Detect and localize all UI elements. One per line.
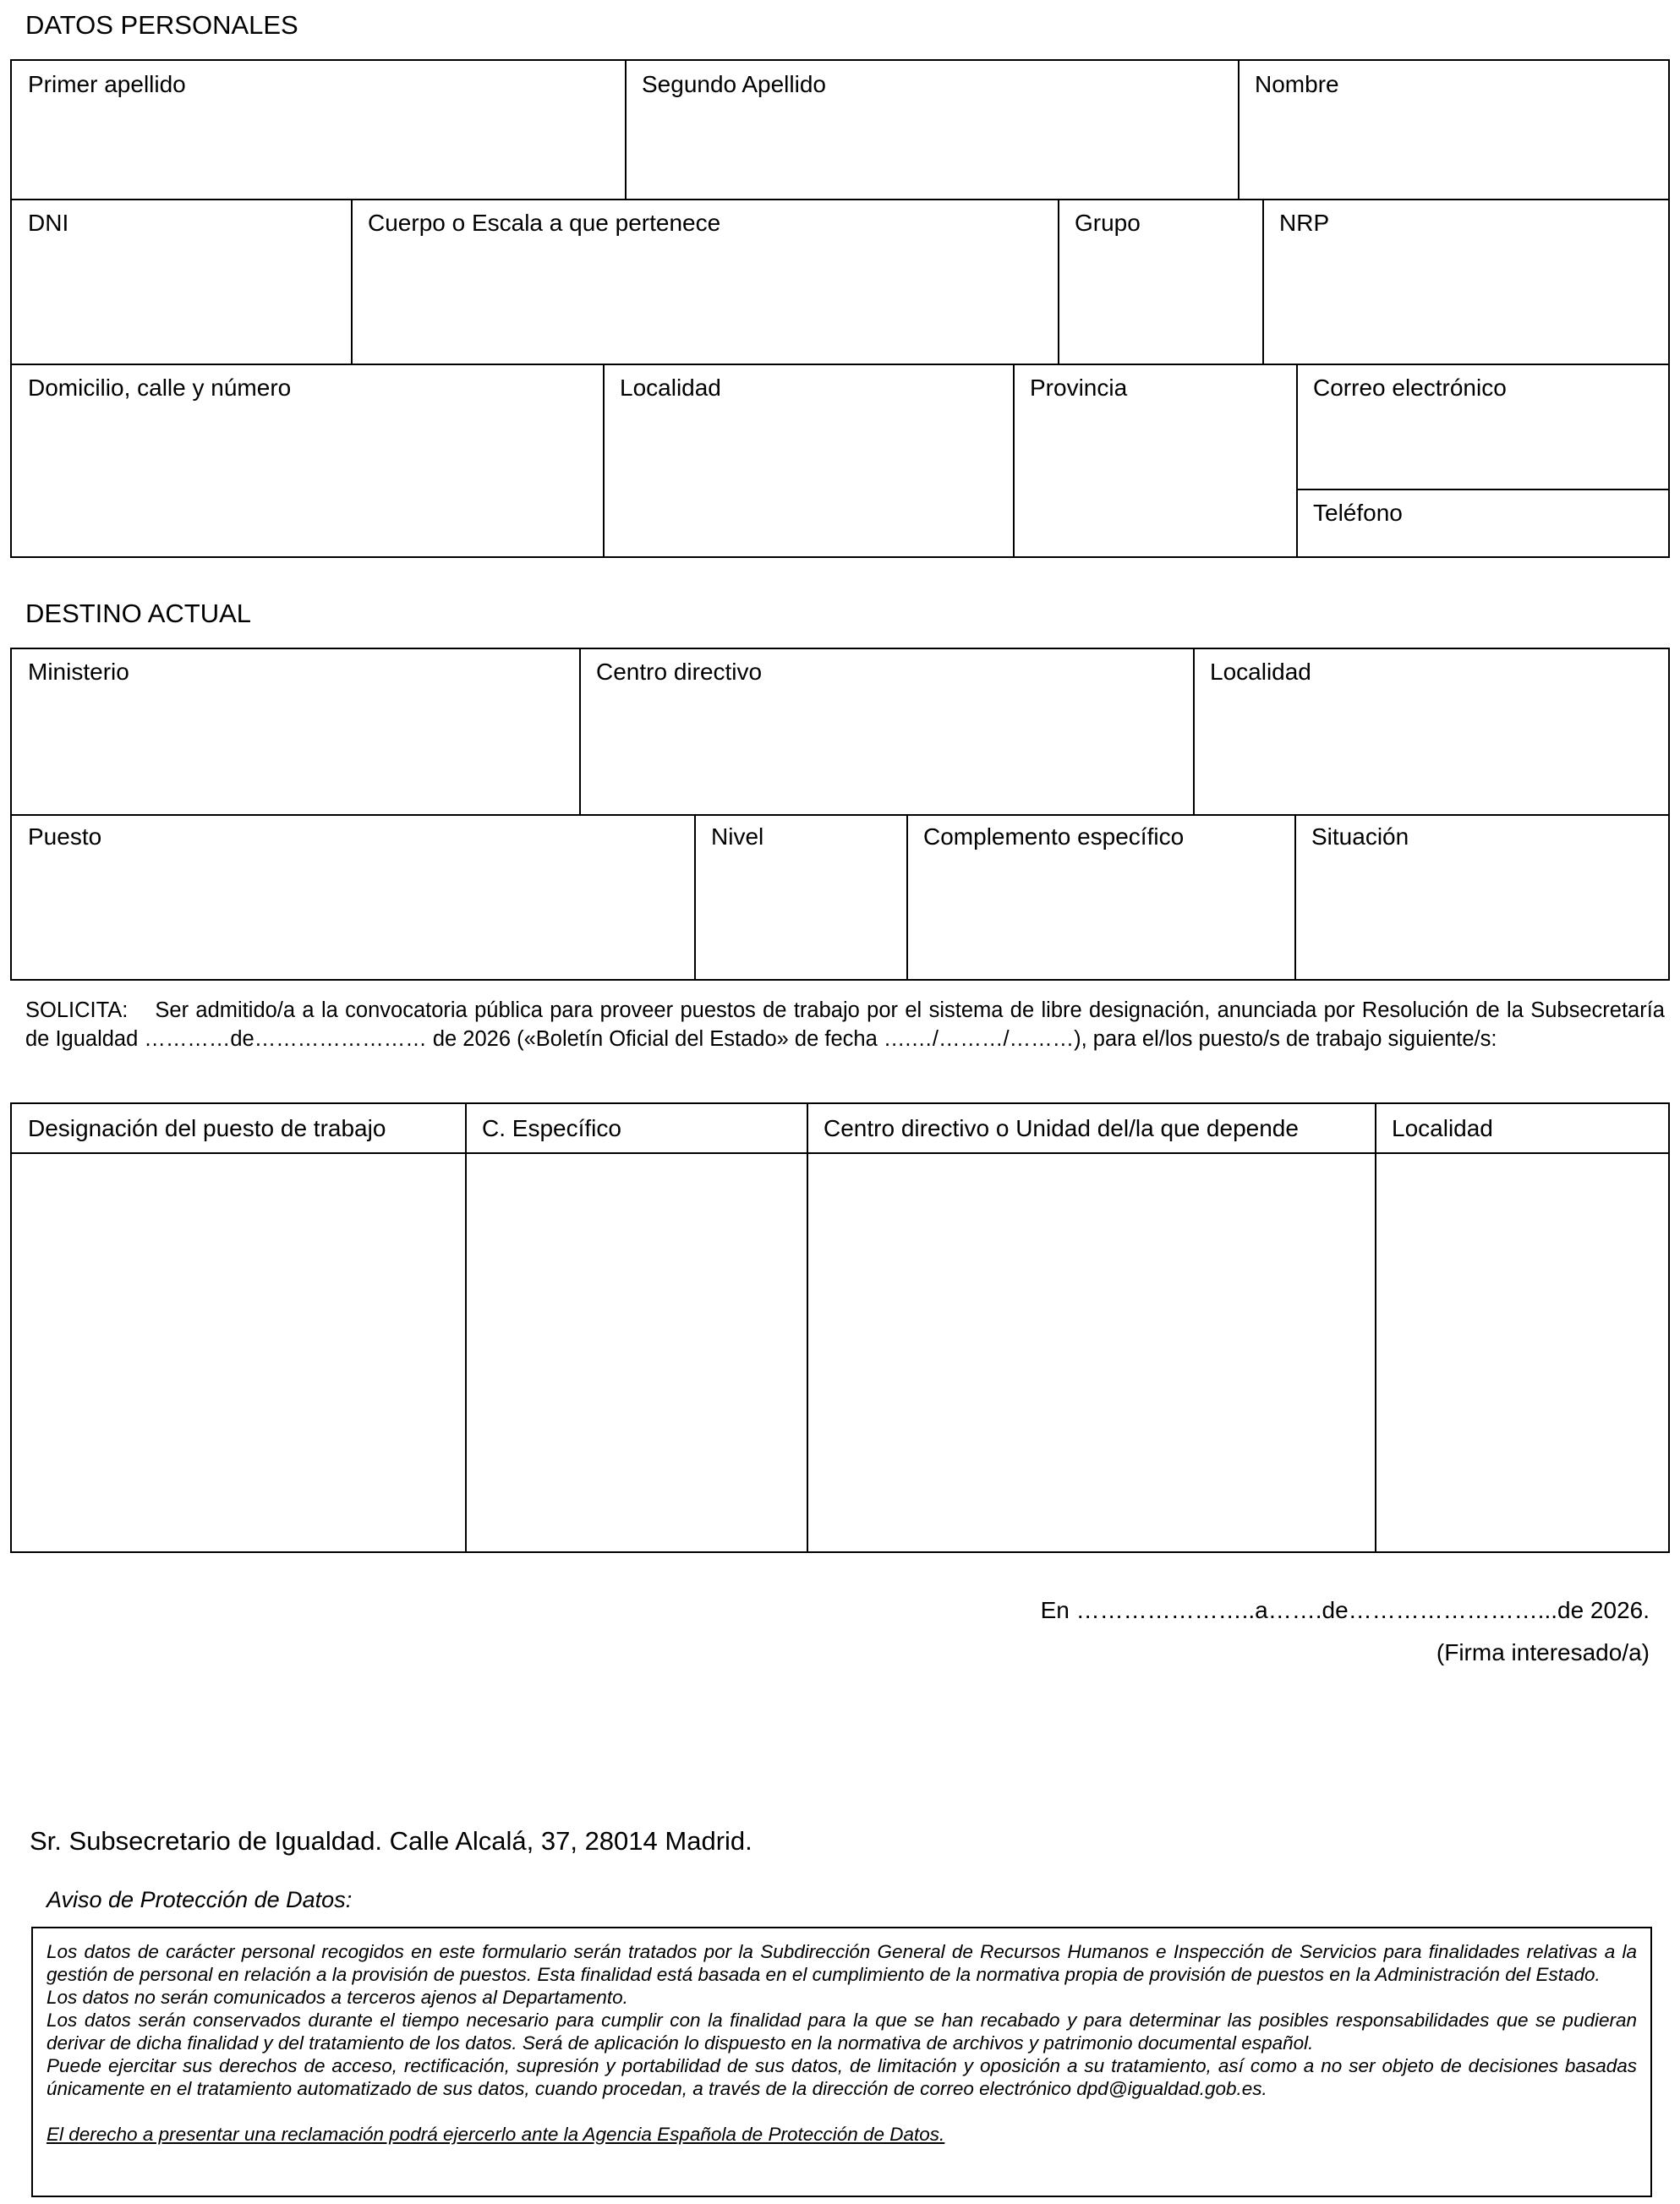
col-divider: [1193, 649, 1195, 814]
col-divider: [694, 814, 696, 979]
field-primer-apellido[interactable]: Primer apellido: [28, 71, 186, 97]
field-nrp[interactable]: NRP: [1279, 210, 1330, 236]
aviso-paragraph: Los datos de carácter personal recogidos en este formulario serán tratados por la Subdirección General de Recursos Humanos e Inspección de Servicios para finalidades relativas a la gestión de personal en relación a la provisión de puestos. Esta finalidad está basada en el cumplimiento de la normativa propia de provisión de puestos en la Administración del Estado.: [47, 1941, 1637, 1985]
table-cell-centro-directivo[interactable]: [808, 1154, 1375, 1551]
field-ministerio[interactable]: Ministerio: [28, 659, 129, 685]
aviso-box: [31, 1927, 1652, 2197]
section-title-destino-actual: DESTINO ACTUAL: [25, 599, 251, 628]
row-divider: [1297, 489, 1668, 490]
field-cuerpo-escala[interactable]: Cuerpo o Escala a que pertenece: [368, 210, 721, 236]
field-localidad[interactable]: Localidad: [620, 375, 721, 401]
col-divider: [1296, 364, 1298, 558]
destino-actual-box: [10, 648, 1670, 981]
field-domicilio[interactable]: Domicilio, calle y número: [28, 375, 292, 401]
field-complemento-especifico[interactable]: Complemento específico: [923, 823, 1185, 850]
col-divider: [603, 364, 605, 558]
table-cell-localidad[interactable]: [1376, 1154, 1668, 1551]
col-divider: [906, 814, 908, 979]
signature-label: (Firma interesado/a): [1436, 1639, 1650, 1665]
field-segundo-apellido[interactable]: Segundo Apellido: [642, 71, 826, 97]
table-header-localidad: Localidad: [1392, 1115, 1493, 1141]
field-nombre[interactable]: Nombre: [1255, 71, 1339, 97]
solicita-text: Ser admitido/a a la convocatoria pública para proveer puestos de trabajo por el sistema de libre designación, anunciada por Resolución de la Subsecretaría de Igualdad …………de…………………… de 2026 («Boletín Oficial del Estado» de fecha ….…/………/………), para el/los puesto/s de trabajo siguiente/s:: [25, 998, 1665, 1051]
field-dni[interactable]: DNI: [28, 210, 69, 236]
datos-personales-box: [10, 59, 1670, 558]
field-centro-directivo[interactable]: Centro directivo: [596, 659, 763, 685]
field-correo-electronico[interactable]: Correo electrónico: [1313, 375, 1507, 401]
section-title-datos-personales: DATOS PERSONALES: [25, 10, 298, 40]
solicita-paragraph: [25, 996, 1665, 1053]
aviso-reclamacion: El derecho a presentar una reclamación podrá ejercerlo ante la Agencia Española de Protección de Datos.: [47, 2124, 945, 2145]
aviso-paragraph: Los datos serán conservados durante el tiempo necesario para cumplir con la finalidad para la que se han recabado y para determinar las posibles responsabilidades que se pudieran derivar de dicha finalidad y del tratamiento de los datos. Será de aplicación lo dispuesto en la normativa de archivos y patrimonio documental español.: [47, 2010, 1637, 2054]
date-line[interactable]: En …………………..a…….de……………………...de 2026.: [1040, 1597, 1650, 1623]
field-provincia[interactable]: Provincia: [1030, 375, 1128, 401]
col-divider: [1294, 814, 1296, 979]
col-divider: [625, 61, 627, 199]
row-divider: [12, 199, 1668, 200]
table-cell-designacion[interactable]: [12, 1154, 465, 1551]
aviso-title: Aviso de Protección de Datos:: [47, 1887, 353, 1912]
field-puesto[interactable]: Puesto: [28, 823, 102, 850]
col-divider: [1262, 199, 1264, 364]
field-nivel[interactable]: Nivel: [711, 823, 764, 850]
col-divider: [1238, 61, 1239, 199]
field-localidad-destino[interactable]: Localidad: [1210, 659, 1311, 685]
table-header-centro-directivo: Centro directivo o Unidad del/la que depende: [824, 1115, 1299, 1141]
table-cell-c-especifico[interactable]: [467, 1154, 807, 1551]
field-telefono[interactable]: Teléfono: [1313, 500, 1403, 526]
aviso-paragraph: Los datos no serán comunicados a terceros ajenos al Departamento.: [47, 1987, 628, 2008]
col-divider: [579, 649, 581, 814]
field-grupo[interactable]: Grupo: [1075, 210, 1141, 236]
field-situacion[interactable]: Situación: [1311, 823, 1409, 850]
puestos-table: [10, 1102, 1670, 1553]
col-divider: [1013, 364, 1015, 558]
recipient-address: Sr. Subsecretario de Igualdad. Calle Alcalá, 37, 28014 Madrid.: [30, 1826, 752, 1856]
row-divider: [12, 364, 1668, 365]
table-header-c-especifico: C. Específico: [482, 1115, 621, 1141]
solicita-label: SOLICITA:: [25, 998, 129, 1022]
row-divider: [12, 814, 1668, 816]
col-divider: [1058, 199, 1059, 364]
aviso-paragraph: Puede ejercitar sus derechos de acceso, rectificación, supresión y portabilidad de sus datos, de limitación y oposición a su tratamiento, así como a no ser objeto de decisiones basadas únicamente en el tratamiento automatizado de sus datos, cuando procedan, a través de la dirección de correo electrónico dpd@igualdad.gob.es.: [47, 2055, 1637, 2099]
table-header-designacion: Designación del puesto de trabajo: [28, 1115, 386, 1141]
col-divider: [351, 199, 353, 364]
